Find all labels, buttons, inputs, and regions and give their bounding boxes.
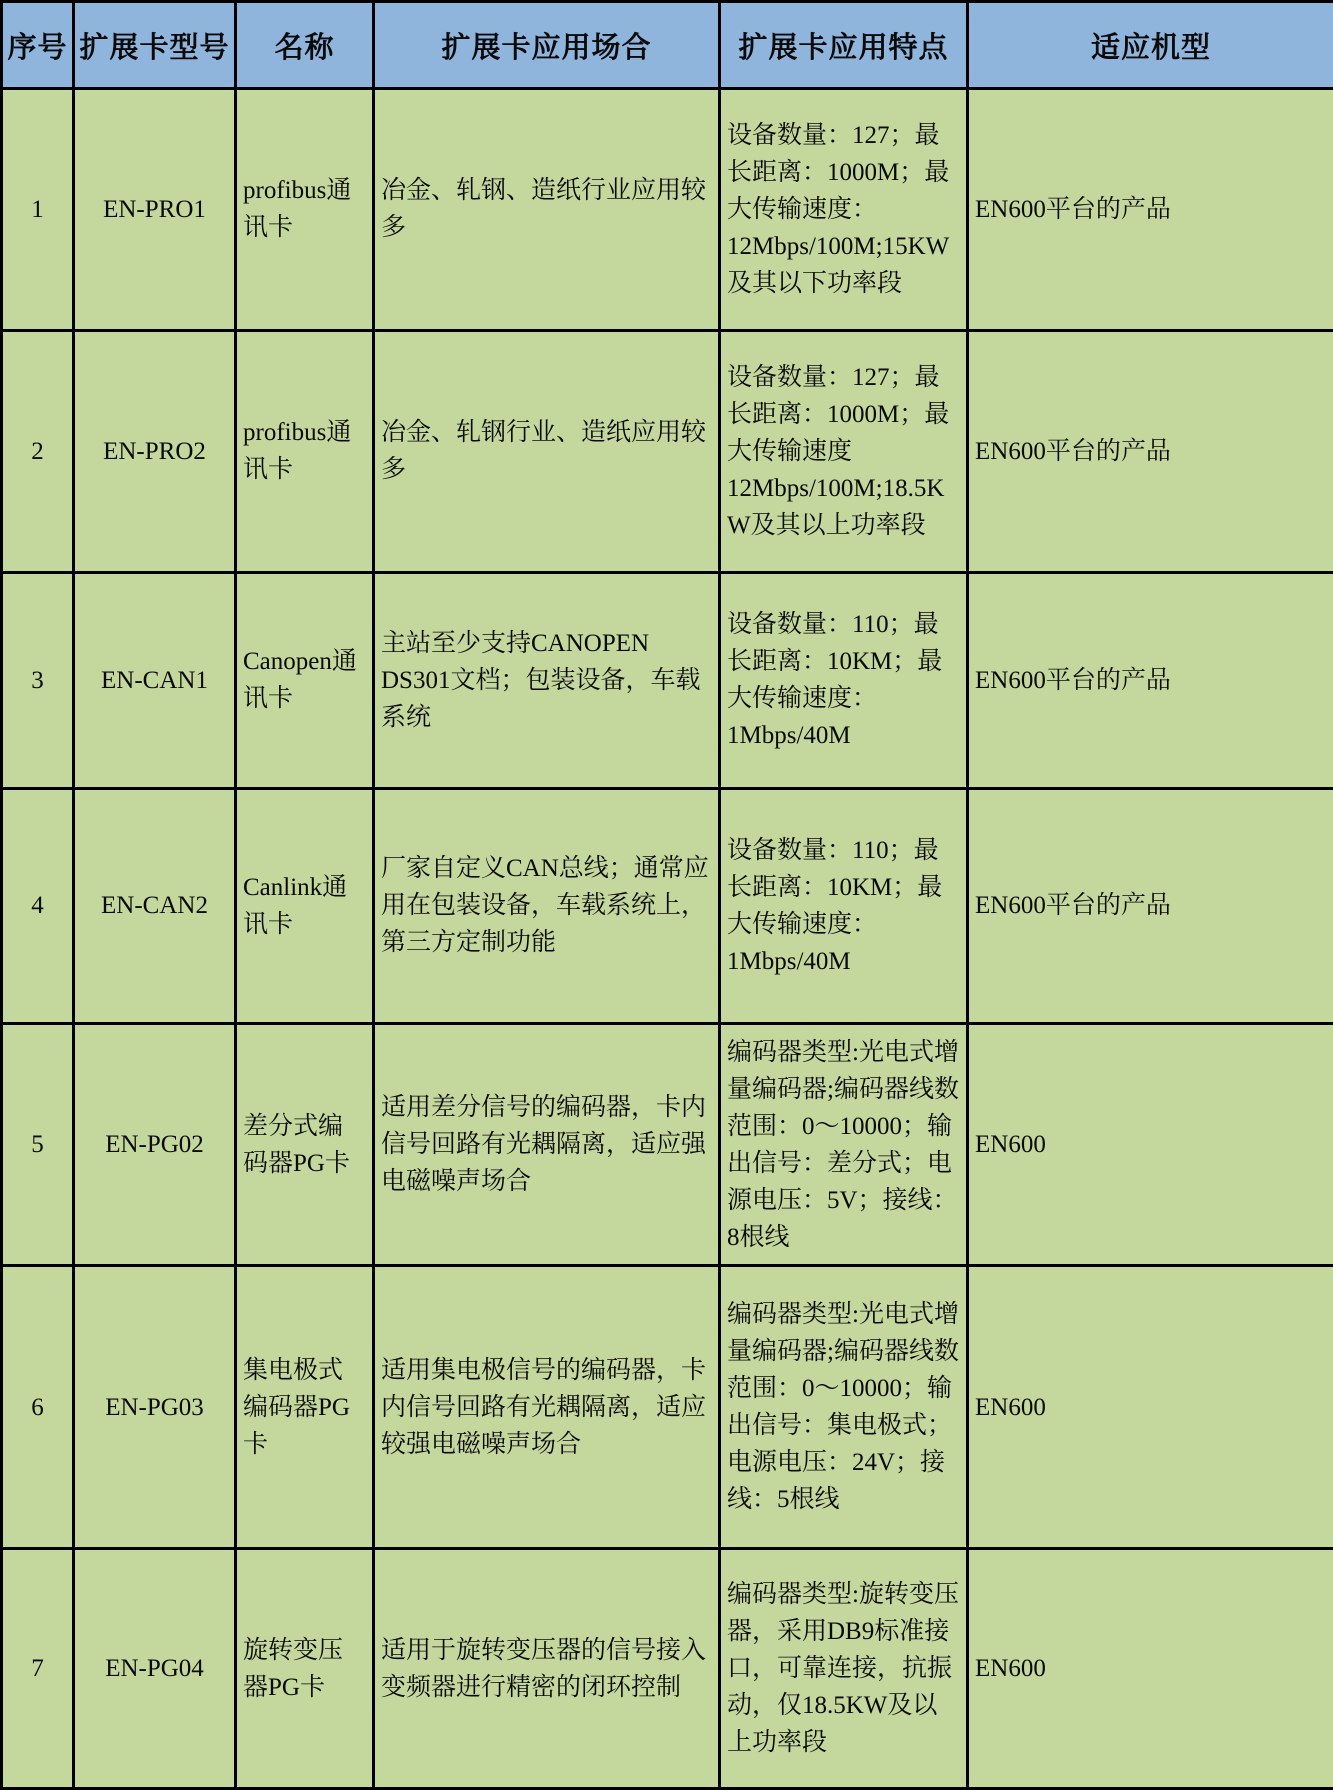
cell-model: EN-PG03	[74, 1266, 236, 1549]
cell-name: Canopen通讯卡	[236, 572, 374, 788]
cell-features: 编码器类型:光电式增量编码器;编码器线数范围：0～10000；输出信号：集电极式；电源电压：24V；接线：5根线	[720, 1266, 968, 1549]
cell-fit-models: EN600平台的产品	[968, 89, 1333, 331]
cell-features: 编码器类型:旋转变压器，采用DB9标准接口，可靠连接，抗振动，仅18.5KW及以上功率段	[720, 1549, 968, 1789]
cell-seq: 3	[2, 572, 74, 788]
cell-model: EN-PRO2	[74, 330, 236, 572]
cell-model: EN-CAN1	[74, 572, 236, 788]
cell-seq: 7	[2, 1549, 74, 1789]
table-row	[2, 1024, 1333, 1266]
cell-application: 适用于旋转变压器的信号接入变频器进行精密的闭环控制	[374, 1549, 720, 1789]
column-header-fit-models: 适应机型	[968, 2, 1333, 89]
cell-application: 冶金、轧钢、造纸行业应用较多	[374, 89, 720, 331]
table-row	[2, 89, 1333, 331]
cell-model: EN-CAN2	[74, 788, 236, 1024]
table-header	[2, 2, 1333, 89]
cell-name: Canlink通讯卡	[236, 788, 374, 1024]
cell-name: profibus通讯卡	[236, 89, 374, 331]
table-body	[2, 89, 1333, 1789]
cell-features: 设备数量：110；最长距离：10KM；最大传输速度：1Mbps/40M	[720, 572, 968, 788]
cell-fit-models: EN600	[968, 1024, 1333, 1266]
table-row	[2, 330, 1333, 572]
column-header-application: 扩展卡应用场合	[374, 2, 720, 89]
table-row	[2, 788, 1333, 1024]
cell-fit-models: EN600	[968, 1549, 1333, 1789]
cell-features: 设备数量：127；最长距离：1000M；最大传输速度：12Mbps/100M;15KW及其以下功率段	[720, 89, 968, 331]
cell-name: 旋转变压器PG卡	[236, 1549, 374, 1789]
cell-application: 主站至少支持CANOPEN DS301文档；包装设备，车载系统	[374, 572, 720, 788]
cell-seq: 2	[2, 330, 74, 572]
cell-application: 适用集电极信号的编码器，卡内信号回路有光耦隔离，适应较强电磁噪声场合	[374, 1266, 720, 1549]
table-row	[2, 1266, 1333, 1549]
column-header-features: 扩展卡应用特点	[720, 2, 968, 89]
cell-model: EN-PG04	[74, 1549, 236, 1789]
cell-fit-models: EN600	[968, 1266, 1333, 1549]
table-row	[2, 1549, 1333, 1789]
cell-application: 厂家自定义CAN总线；通常应用在包装设备，车载系统上，第三方定制功能	[374, 788, 720, 1024]
cell-model: EN-PG02	[74, 1024, 236, 1266]
column-header-name: 名称	[236, 2, 374, 89]
cell-seq: 4	[2, 788, 74, 1024]
cell-features: 编码器类型:光电式增量编码器;编码器线数范围：0～10000；输出信号：差分式；电源电压：5V；接线：8根线	[720, 1024, 968, 1266]
cell-seq: 6	[2, 1266, 74, 1549]
cell-features: 设备数量：127；最长距离：1000M；最大传输速度 12Mbps/100M;18.5KW及其以上功率段	[720, 330, 968, 572]
cell-seq: 1	[2, 89, 74, 331]
cell-fit-models: EN600平台的产品	[968, 572, 1333, 788]
cell-fit-models: EN600平台的产品	[968, 788, 1333, 1024]
cell-name: profibus通讯卡	[236, 330, 374, 572]
header-row	[2, 2, 1333, 89]
column-header-model: 扩展卡型号	[74, 2, 236, 89]
cell-application: 冶金、轧钢行业、造纸应用较多	[374, 330, 720, 572]
cell-name: 集电极式编码器PG卡	[236, 1266, 374, 1549]
cell-features: 设备数量：110；最长距离：10KM；最大传输速度：1Mbps/40M	[720, 788, 968, 1024]
cell-seq: 5	[2, 1024, 74, 1266]
cell-name: 差分式编码器PG卡	[236, 1024, 374, 1266]
cell-application: 适用差分信号的编码器，卡内信号回路有光耦隔离，适应强电磁噪声场合	[374, 1024, 720, 1266]
cell-model: EN-PRO1	[74, 89, 236, 331]
table-row	[2, 572, 1333, 788]
cell-fit-models: EN600平台的产品	[968, 330, 1333, 572]
column-header-seq: 序号	[2, 2, 74, 89]
